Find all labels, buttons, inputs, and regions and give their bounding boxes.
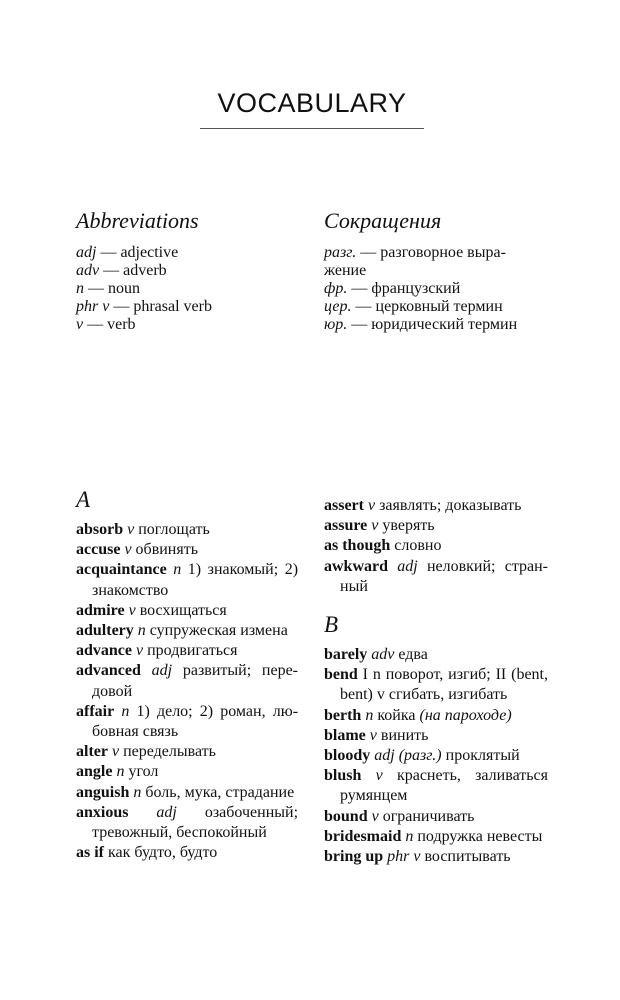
abbreviation-term: разг.	[324, 244, 357, 261]
definition: едва	[398, 646, 428, 664]
part-of-speech: v	[371, 807, 379, 825]
vocabulary-entry	[324, 847, 548, 867]
vocabulary-entry	[324, 726, 548, 746]
vocabulary-entry	[76, 641, 298, 661]
part-of-speech: n	[133, 783, 142, 801]
headword: bridesmaid	[324, 827, 402, 845]
vocabulary-entry	[76, 742, 298, 762]
abbreviations-heading-ru: Сокращения	[324, 208, 442, 233]
page-title: VOCABULARY	[217, 88, 407, 118]
abbreviation-term: фр.	[324, 280, 348, 297]
part-of-speech: n	[116, 763, 125, 781]
headword: angle	[76, 763, 113, 781]
part-of-speech: n	[405, 827, 414, 845]
abbreviation-term: phr v	[76, 298, 110, 315]
definition: уверять	[382, 517, 435, 535]
definition: словно	[394, 537, 442, 555]
vocabulary-entry	[76, 560, 298, 600]
part-of-speech: adj	[397, 557, 418, 575]
headword: anxious	[76, 803, 129, 821]
usage-note: (на пароходе)	[419, 706, 512, 724]
abbreviation-row	[76, 280, 296, 298]
part-of-speech: adj	[374, 747, 395, 765]
headword: as if	[76, 844, 104, 862]
headword: acquaintance	[76, 561, 167, 579]
definition: продвигаться	[147, 642, 238, 660]
headword: bend	[324, 666, 358, 684]
definition: как будто, будто	[108, 844, 218, 862]
definition: 1) дело; 2) роман, любовная связь	[92, 702, 299, 741]
abbreviation-term: adj	[76, 244, 97, 261]
abbreviation-row	[324, 298, 548, 316]
abbreviation-meaning: — французский	[347, 280, 461, 297]
vocabulary-entry	[324, 496, 548, 516]
abbreviation-meaning: — adjective	[96, 244, 179, 261]
part-of-speech: v	[136, 642, 144, 660]
headword: absorb	[76, 521, 124, 538]
vocabulary-entry	[324, 807, 548, 827]
part-of-speech: phr v	[387, 848, 421, 866]
vocabulary-entry	[324, 706, 548, 726]
vocabulary-entry	[324, 516, 548, 536]
definition: обвинять	[135, 541, 199, 559]
definition: подружка невесты	[417, 827, 543, 845]
abbreviation-meaning: — adverb	[99, 262, 167, 279]
definition: заявлять; доказывать	[379, 497, 522, 514]
headword: bloody	[324, 747, 371, 765]
vocabulary-entry	[76, 803, 298, 843]
part-of-speech: v	[127, 521, 135, 538]
vocabulary-entry	[76, 520, 298, 540]
part-of-speech: v	[375, 767, 383, 785]
headword: bring up	[324, 848, 384, 866]
headword: awkward	[324, 557, 389, 575]
abbreviation-row	[76, 298, 296, 316]
abbreviation-meaning: — verb	[83, 316, 136, 333]
headword: blame	[324, 726, 366, 744]
abbreviations-list-en	[76, 244, 296, 334]
vocabulary-entry	[324, 536, 548, 556]
vocabulary-column-left	[76, 486, 298, 863]
part-of-speech: n	[173, 561, 182, 579]
part-of-speech: v	[367, 497, 376, 514]
abbreviation-term: цер.	[324, 298, 352, 315]
vocabulary-entry	[324, 665, 548, 705]
headword: adultery	[76, 622, 134, 640]
abbreviation-term: v	[76, 316, 84, 333]
definition: восхищаться	[139, 601, 227, 619]
section-letter-b: B	[324, 612, 339, 638]
vocabulary-entry	[76, 621, 298, 641]
vocabulary-entry	[324, 645, 548, 665]
abbreviations-heading-en: Abbreviations	[76, 208, 199, 233]
vocabulary-entry	[76, 601, 298, 621]
definition: койка	[377, 706, 416, 724]
abbreviation-meaning: — noun	[84, 280, 140, 297]
abbreviation-row	[76, 316, 296, 334]
headword: bound	[324, 807, 368, 825]
definition: боль, мука, страдание	[145, 783, 295, 801]
definition: винить	[380, 726, 429, 744]
abbreviation-row	[324, 244, 548, 262]
headword: barely	[324, 646, 368, 664]
part-of-speech: n	[121, 702, 130, 720]
definition: неловкий; странный	[340, 557, 548, 595]
headword: affair	[76, 702, 115, 720]
usage-note: (разг.)	[398, 747, 442, 765]
vocabulary-entry	[324, 557, 548, 597]
headword: blush	[324, 767, 362, 785]
part-of-speech: v	[124, 541, 132, 559]
definition: I n поворот, изгиб; II (bent, bent) v сгибать, изгибать	[340, 666, 548, 704]
headword: as though	[324, 537, 391, 555]
definition: супружеская измена	[149, 622, 288, 640]
abbreviation-meaning: — юридический термин	[347, 316, 518, 333]
vocabulary-column-right	[324, 496, 548, 867]
part-of-speech: v	[111, 743, 120, 761]
part-of-speech: n	[365, 706, 374, 724]
abbreviation-term: юр.	[324, 316, 348, 333]
vocabulary-entry	[76, 661, 298, 701]
vocabulary-entry	[76, 783, 298, 803]
definition: переделывать	[123, 743, 216, 761]
abbreviation-row	[76, 244, 296, 262]
definition: 1) знакомый; 2) знакомство	[92, 561, 299, 599]
vocabulary-entry	[324, 827, 548, 847]
definition: угол	[128, 763, 159, 781]
abbreviation-term: adv	[76, 262, 100, 279]
definition: озабоченный; тревожный, беспокойный	[92, 803, 299, 842]
part-of-speech: n	[137, 622, 146, 640]
abbreviation-meaning: — церковный термин	[351, 298, 503, 315]
vocabulary-entry	[76, 702, 298, 742]
vocabulary-entry	[324, 746, 548, 766]
title-underline	[200, 128, 424, 129]
headword: berth	[324, 706, 362, 724]
section-letter-a: A	[76, 487, 91, 512]
headword: alter	[76, 743, 108, 761]
definition: поглощать	[138, 521, 210, 538]
headword: assure	[324, 517, 368, 535]
definition: ограничивать	[382, 807, 475, 825]
headword: admire	[76, 601, 125, 619]
definition: краснеть, заливаться румянцем	[340, 767, 549, 805]
part-of-speech: adj	[151, 662, 173, 680]
vocabulary-entry	[324, 766, 548, 806]
part-of-speech: v	[369, 726, 377, 744]
part-of-speech: v	[128, 601, 136, 619]
definition: воспитывать	[424, 848, 511, 866]
vocabulary-entry	[76, 762, 298, 782]
vocabulary-entry	[76, 540, 298, 560]
headword: assert	[324, 497, 364, 514]
headword: advance	[76, 642, 132, 660]
abbreviation-meaning: жение	[324, 262, 367, 279]
abbreviation-row	[324, 280, 548, 298]
headword: advanced	[76, 662, 141, 680]
part-of-speech: v	[371, 517, 379, 535]
abbreviations-list-ru	[324, 244, 548, 334]
part-of-speech: adv	[371, 646, 395, 664]
part-of-speech: adj	[156, 803, 177, 821]
vocabulary-entry	[76, 843, 298, 863]
abbreviation-row	[324, 316, 548, 334]
abbreviation-meaning: — разговорное выра-	[356, 244, 506, 261]
definition: проклятый	[445, 747, 520, 765]
abbreviation-row	[324, 262, 548, 280]
headword: anguish	[76, 783, 130, 801]
definition: развитый; передовой	[92, 662, 298, 700]
abbreviation-term: n	[76, 280, 84, 297]
abbreviation-row	[76, 262, 296, 280]
headword: accuse	[76, 541, 121, 559]
abbreviation-meaning: — phrasal verb	[109, 298, 212, 315]
